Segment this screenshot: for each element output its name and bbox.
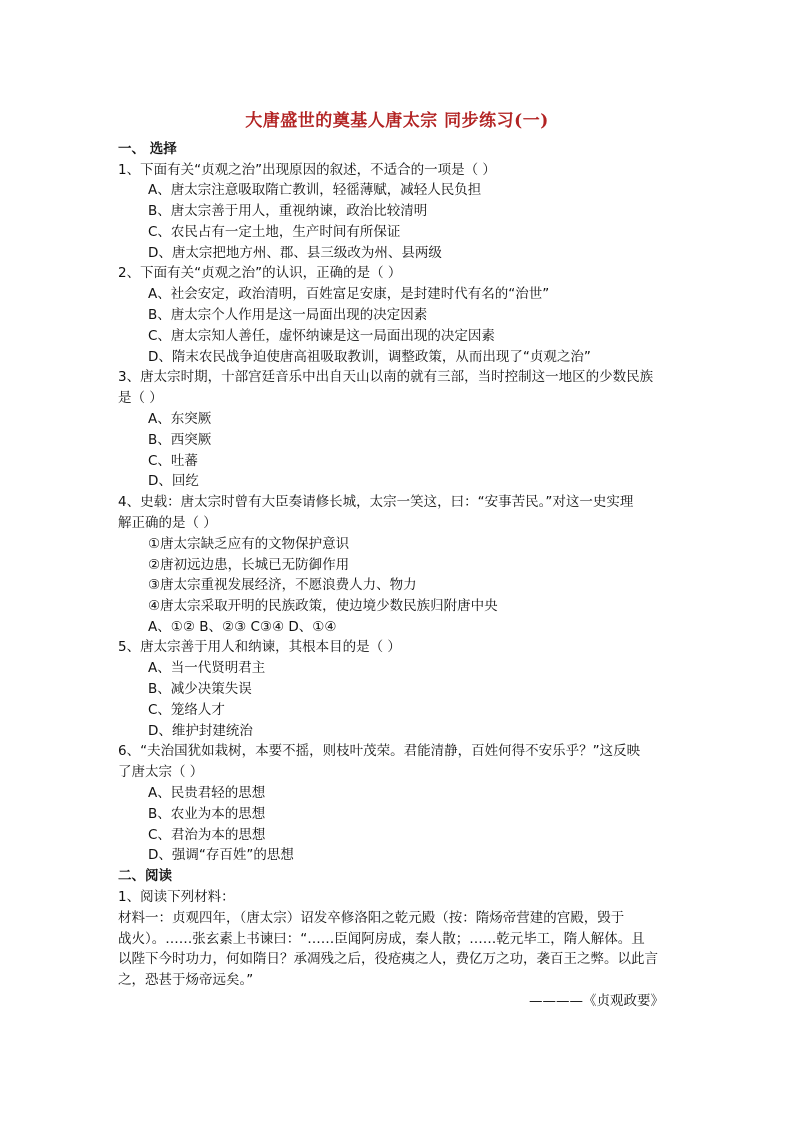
question-4-stem: 4、史载：唐太宗时曾有大臣奏请修长城，太宗一笑这，曰：“安事苦民。”对这一史实理 bbox=[118, 494, 634, 510]
question-3-option-b: B、西突厥 bbox=[148, 432, 212, 448]
question-6-option-a: A、民贵君轻的思想 bbox=[148, 785, 266, 801]
reading-line-4: 之，恐甚于炀帝远矣。” bbox=[118, 972, 254, 988]
reading-line-3: 以陛下今时功力，何如隋日？承凋残之后，役疮痍之人，费亿万之功，袭百王之弊。以此言 bbox=[118, 951, 658, 967]
question-1-stem: 1、下面有关“贞观之治”出现原因的叙述，不适合的一项是（ ） bbox=[118, 162, 496, 178]
question-2-option-a: A、社会安定，政治清明，百姓富足安康，是封建时代有名的“治世” bbox=[148, 286, 550, 302]
question-3-stem-cont: 是（ ） bbox=[118, 390, 163, 406]
question-4-item-1: ①唐太宗缺乏应有的文物保护意识 bbox=[148, 536, 350, 552]
question-4-item-2: ②唐初远边患，长城已无防御作用 bbox=[148, 557, 350, 573]
question-3-option-a: A、东突厥 bbox=[148, 411, 212, 427]
question-3-stem: 3、唐太宗时期，十部宫廷音乐中出自天山以南的就有三部，当时控制这一地区的少数民族 bbox=[118, 369, 654, 385]
question-4-item-3: ③唐太宗重视发展经济，不愿浪费人力、物力 bbox=[148, 577, 417, 593]
question-5-stem: 5、唐太宗善于用人和纳谏，其根本目的是（ ） bbox=[118, 639, 401, 655]
question-5-option-d: D、维护封建统治 bbox=[148, 723, 253, 739]
section-heading-reading: 二、阅读 bbox=[118, 868, 172, 884]
reading-intro: 1、阅读下列材料： bbox=[118, 889, 235, 905]
question-5-option-c: C、笼络人才 bbox=[148, 702, 225, 718]
reading-source: ————《贞观政要》 bbox=[529, 993, 664, 1009]
question-5-option-a: A、当一代贤明君主 bbox=[148, 660, 266, 676]
reading-line-2: 战火）。……张玄素上书谏曰：“……臣闻阿房成，秦人散；……乾元毕工，隋人解体。且 bbox=[118, 931, 645, 947]
question-5-option-b: B、减少决策失误 bbox=[148, 681, 252, 697]
question-6-option-d: D、强调“存百姓”的思想 bbox=[148, 847, 294, 863]
question-4-stem-cont: 解正确的是（ ） bbox=[118, 515, 217, 531]
page-title: 大唐盛世的奠基人唐太宗 同步练习(一) bbox=[245, 111, 549, 131]
question-3-option-d: D、回纥 bbox=[148, 473, 199, 489]
question-2-option-c: C、唐太宗知人善任，虚怀纳谏是这一局面出现的决定因素 bbox=[148, 328, 495, 344]
question-4-item-4: ④唐太宗采取开明的民族政策，使边境少数民族归附唐中央 bbox=[148, 598, 498, 614]
question-4-choices: A、①② B、②③ C③④ D、①④ bbox=[148, 619, 337, 635]
question-3-option-c: C、吐蕃 bbox=[148, 453, 198, 469]
question-2-option-b: B、唐太宗个人作用是这一局面出现的决定因素 bbox=[148, 307, 428, 323]
question-6-option-b: B、农业为本的思想 bbox=[148, 806, 266, 822]
question-2-stem: 2、下面有关“贞观之治”的认识，正确的是（ ） bbox=[118, 265, 402, 281]
question-6-stem-cont: 了唐太宗（ ） bbox=[118, 764, 204, 780]
reading-line-1: 材料一：贞观四年，（唐太宗）诏发卒修洛阳之乾元殿（按：隋炀帝营建的宫殿，毁于 bbox=[118, 910, 625, 926]
question-2-option-d: D、隋末农民战争迫使唐高祖吸取教训，调整政策，从而出现了“贞观之治” bbox=[148, 349, 591, 365]
question-1-option-a: A、唐太宗注意吸取隋亡教训，轻徭薄赋，减轻人民负担 bbox=[148, 182, 482, 198]
question-1-option-d: D、唐太宗把地方州、郡、县三级改为州、县两级 bbox=[148, 245, 442, 261]
question-1-option-b: B、唐太宗善于用人，重视纳谏，政治比较清明 bbox=[148, 203, 428, 219]
question-1-option-c: C、农民占有一定土地，生产时间有所保证 bbox=[148, 224, 401, 240]
question-6-stem: 6、“夫治国犹如栽树，本要不摇，则枝叶茂荣。君能清静，百姓何得不安乐乎？”这反映 bbox=[118, 743, 641, 759]
question-6-option-c: C、君治为本的思想 bbox=[148, 827, 266, 843]
section-heading-choice: 一、 选择 bbox=[118, 141, 177, 157]
